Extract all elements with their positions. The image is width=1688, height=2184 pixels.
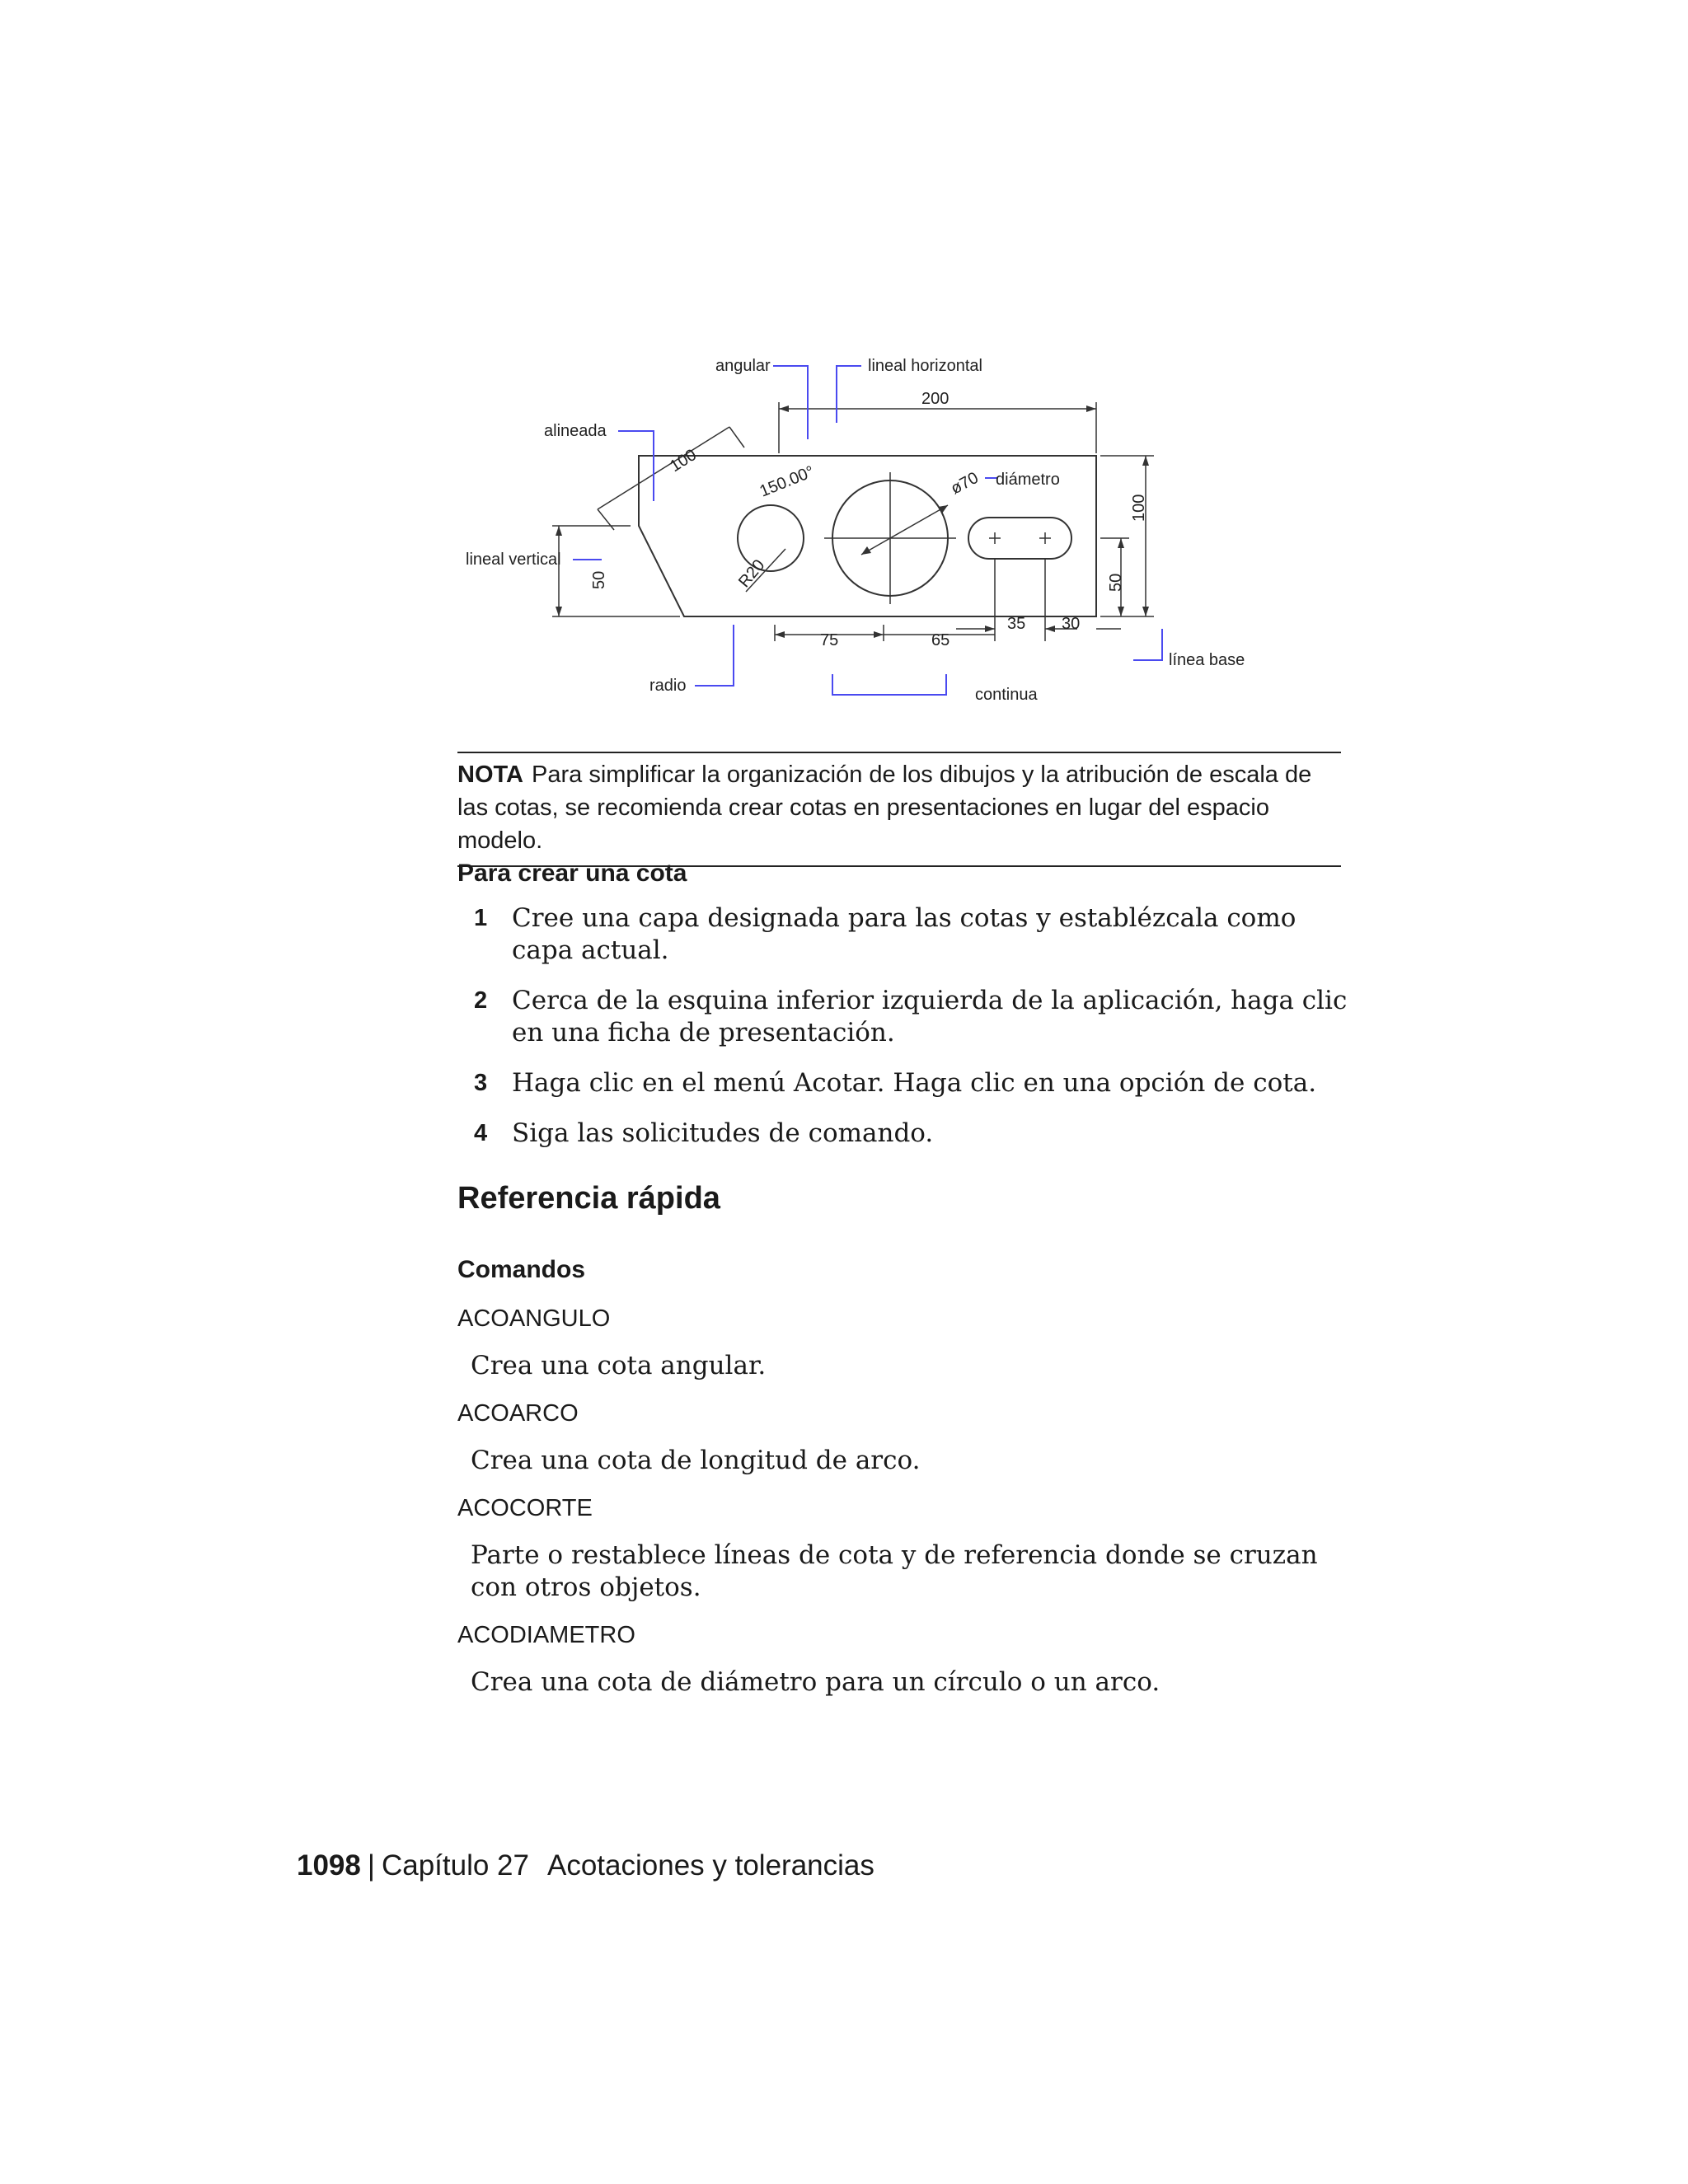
step-number: 1	[474, 905, 488, 931]
step-3	[474, 1067, 1348, 1099]
dim-50-left: 50	[590, 570, 608, 589]
command-name: ACODIAMETRO	[457, 1622, 635, 1648]
chapter-title: Acotaciones y tolerancias	[547, 1849, 874, 1882]
procedure-title: Para crear una cota	[457, 860, 687, 887]
step-number: 2	[474, 987, 488, 1014]
command-description: Parte o restablece líneas de cota y de referencia donde se cruzan con otros objetos.	[471, 1540, 1318, 1602]
command-name: ACOARCO	[457, 1400, 579, 1427]
note-text: Para simplificar la organización de los dibujos y la atribución de escala de las cotas, se recomienda crear cotas en presentaciones en lugar del espacio modelo.	[457, 762, 1312, 854]
dim-50-right: 50	[1107, 573, 1125, 592]
page-footer	[297, 1849, 874, 1882]
callout-continua: continua	[975, 686, 1038, 704]
step-4	[474, 1118, 1348, 1150]
dim-angle: 150.00°	[757, 462, 818, 501]
callout-diametro: diámetro	[996, 471, 1060, 489]
dim-65: 65	[931, 631, 950, 649]
callout-linea-base: línea base	[1169, 651, 1245, 669]
dim-75: 75	[820, 631, 839, 649]
callout-alineada: alineada	[544, 422, 607, 440]
chapter-number: Capítulo 27	[381, 1849, 529, 1882]
step-text: Siga las solicitudes de comando.	[512, 1118, 934, 1148]
step-text: Cerca de la esquina inferior izquierda de la aplicación, haga clic en una ficha de presentación.	[512, 986, 1348, 1047]
page-number: 1098	[297, 1849, 361, 1882]
slot	[968, 518, 1071, 559]
small-circle	[738, 505, 804, 571]
procedure-steps	[474, 902, 1348, 1168]
dim-phi70: ø70	[948, 468, 982, 499]
command-name: ACOCORTE	[457, 1495, 593, 1521]
callout-lineal-vertical: lineal vertical	[466, 551, 561, 569]
command-description: Crea una cota de longitud de arco.	[471, 1446, 921, 1475]
callout-lineal-horizontal: lineal horizontal	[868, 357, 982, 375]
callout-angular: angular	[715, 357, 771, 375]
dimension-types-figure	[457, 344, 1282, 707]
step-2	[474, 985, 1348, 1049]
note-box	[457, 752, 1341, 867]
commands-title: Comandos	[457, 1256, 586, 1283]
step-1	[474, 902, 1348, 967]
dimension-drawing	[457, 344, 1282, 707]
dim-200: 200	[921, 390, 950, 408]
dim-35: 35	[1007, 615, 1026, 633]
command-description: Crea una cota de diámetro para un círculo o un arco.	[471, 1667, 1160, 1697]
dim-r20: R20	[734, 555, 769, 592]
commands-list	[457, 1302, 1348, 1713]
dim-100-right: 100	[1130, 494, 1148, 522]
note-label: NOTA	[457, 762, 524, 788]
footer-separator: |	[367, 1849, 375, 1882]
step-number: 3	[474, 1070, 488, 1096]
step-number: 4	[474, 1120, 488, 1146]
dim-100-aligned: 100	[666, 445, 700, 476]
section-title: Referencia rápida	[457, 1181, 720, 1216]
callout-radio: radio	[649, 677, 687, 695]
command-description: Crea una cota angular.	[471, 1351, 767, 1380]
command-name: ACOANGULO	[457, 1305, 611, 1332]
step-text: Haga clic en el menú Acotar. Haga clic en una opción de cota.	[512, 1068, 1317, 1098]
step-text: Cree una capa designada para las cotas y establézcala como capa actual.	[512, 903, 1296, 965]
dim-30: 30	[1062, 615, 1081, 633]
